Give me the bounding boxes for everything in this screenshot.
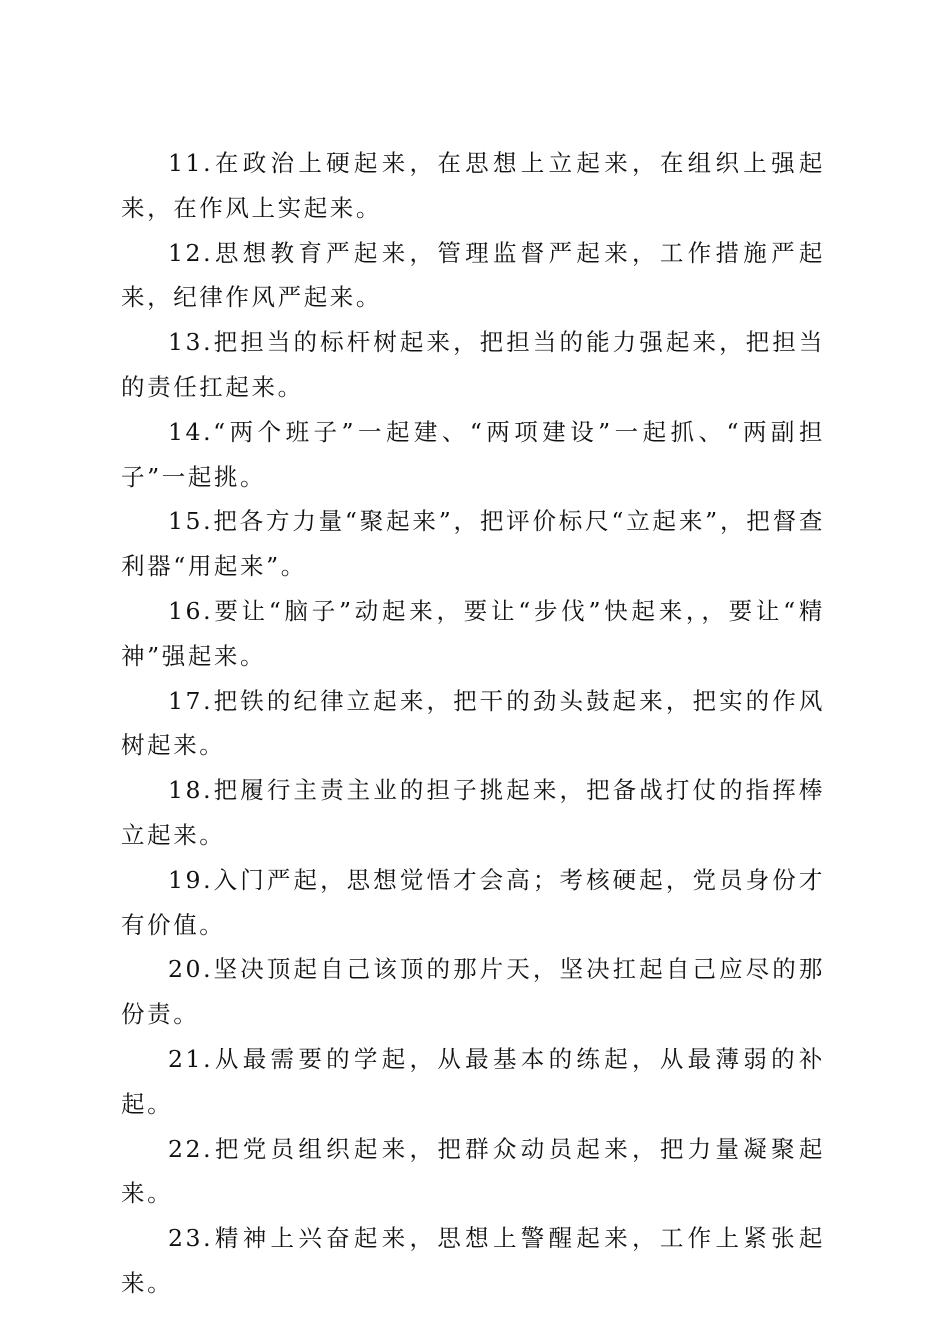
paragraph-22: 22.把党员组织起来，把群众动员起来，把力量凝聚起来。	[121, 1134, 825, 1208]
paragraph-16: 16.要让“脑子”动起来，要让“步伐”快起来，，要让“精神”强起来。	[121, 596, 825, 670]
paragraph-11: 11.在政治上硬起来，在思想上立起来，在组织上强起来，在作风上实起来。	[121, 149, 825, 222]
paragraph-12: 12.思想教育严起来，管理监督严起来，工作措施严起来，纪律作风严起来。	[121, 238, 825, 312]
paragraph-15: 15.把各方力量“聚起来”，把评价标尺“立起来”，把督查利器“用起来”。	[121, 507, 825, 581]
paragraph-18: 18.把履行主责主业的担子挑起来，把备战打仗的指挥棒立起来。	[121, 776, 825, 849]
paragraph-23: 23.精神上兴奋起来，思想上警醒起来，工作上紧张起来。	[121, 1224, 825, 1297]
paragraph-14: 14.“两个班子”一起建、“两项建设”一起抓、“两副担子”一起挑。	[121, 417, 825, 491]
paragraph-17: 17.把铁的纪律立起来，把干的劲头鼓起来，把实的作风树起来。	[121, 686, 825, 760]
paragraph-13: 13.把担当的标杆树起来，把担当的能力强起来，把担当的责任扛起来。	[121, 328, 825, 401]
document-body	[121, 141, 825, 1306]
paragraph-21: 21.从最需要的学起，从最基本的练起，从最薄弱的补起。	[121, 1044, 825, 1118]
paragraph-20: 20.坚决顶起自己该顶的那片天，坚决扛起自己应尽的那份责。	[121, 955, 825, 1029]
paragraph-19: 19.入门严起，思想觉悟才会高；考核硬起，党员身份才有价值。	[121, 865, 825, 939]
